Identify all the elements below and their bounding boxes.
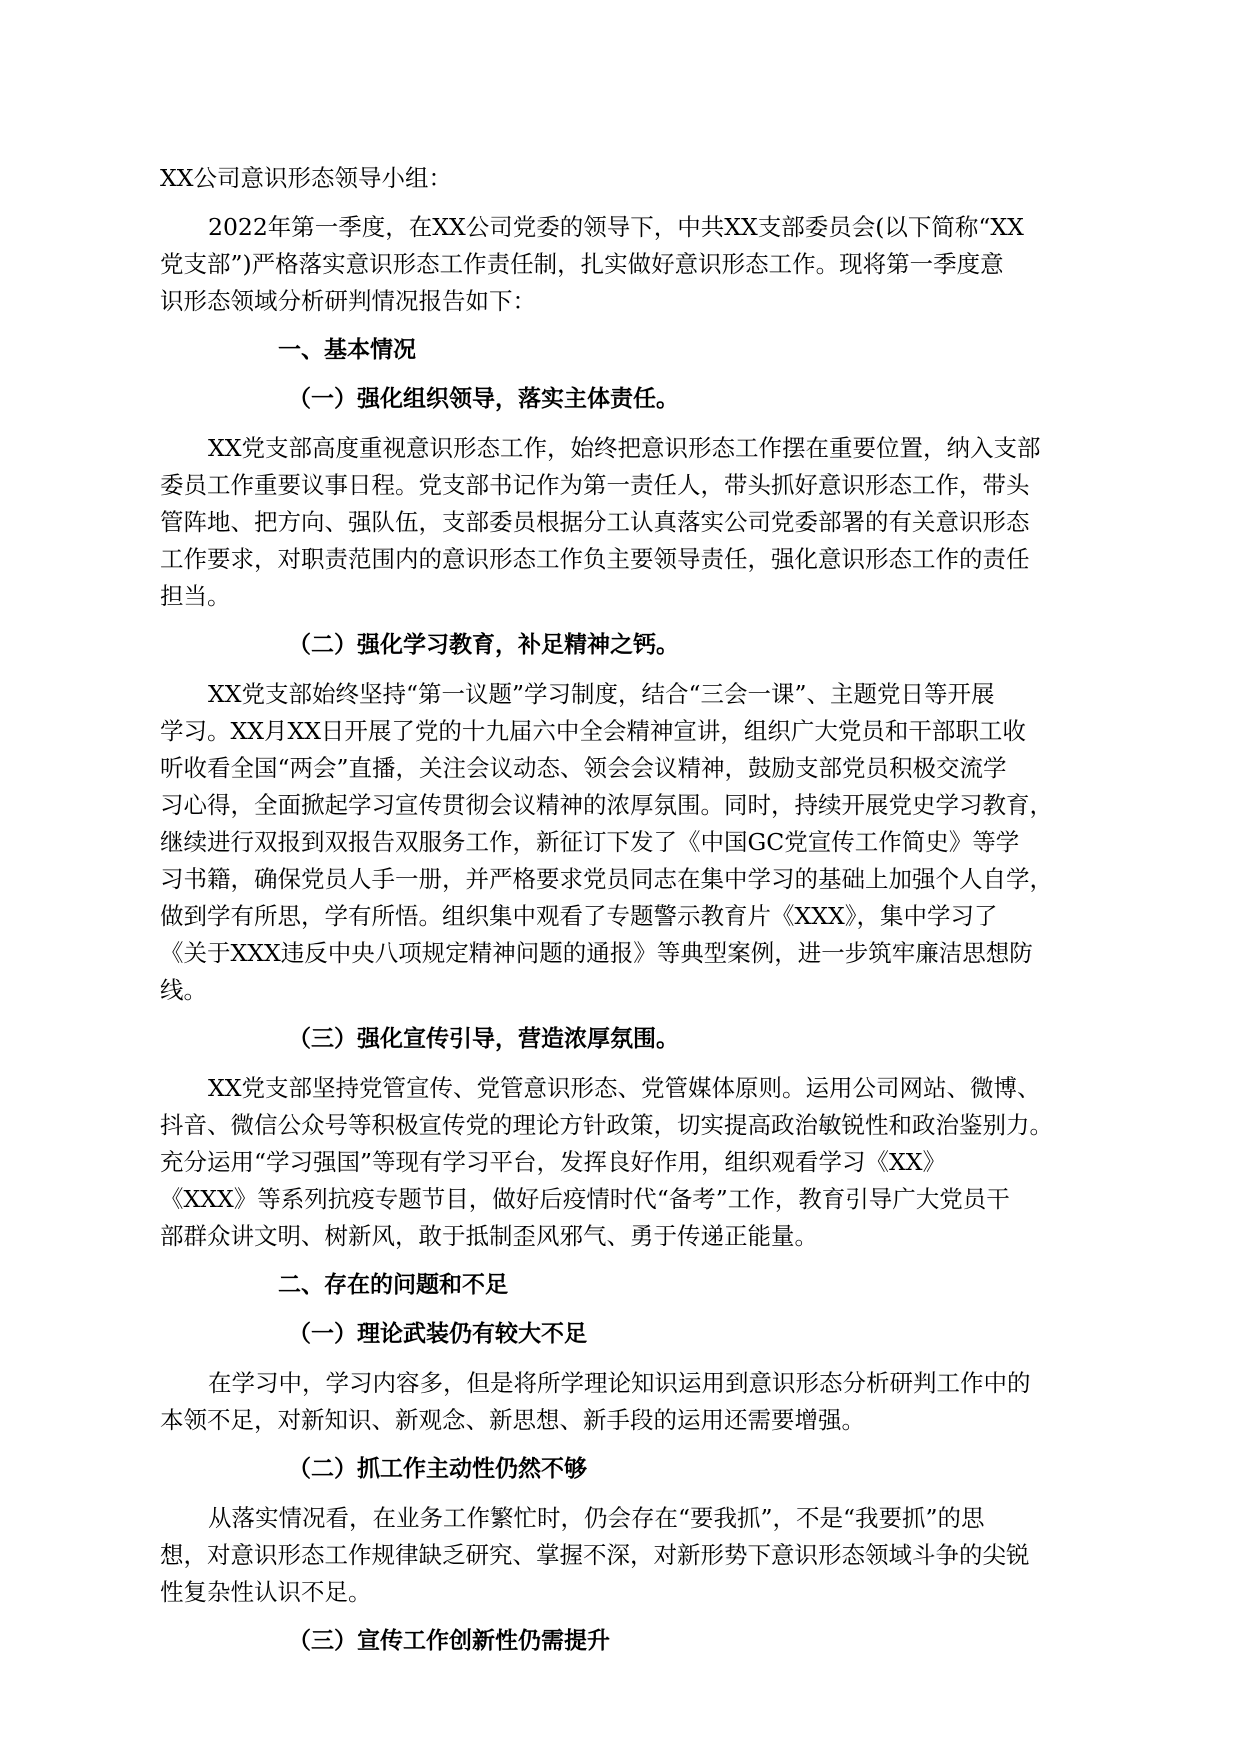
- body-paragraph: [160, 1500, 1085, 1611]
- body-line: 部群众讲文明、树新风，敢于抵制歪风邪气、勇于传递正能量。: [160, 1222, 818, 1250]
- body-line: 《XXX》等系列抗疫专题节目，做好后疫情时代“备考”工作，教育引导广大党员干: [160, 1185, 1010, 1213]
- subsection-heading: （三）宣传工作创新性仍需提升: [288, 1628, 610, 1654]
- intro-line: 2022年第一季度，在XX公司党委的领导下，中共XX支部委员会(以下简称“XX: [208, 213, 1024, 241]
- section-heading-basic: 一、基本情况: [278, 337, 416, 363]
- subsection-heading: （一）理论武装仍有较大不足: [288, 1321, 587, 1347]
- subsection-heading: （二）强化学习教育，补足精神之钙。: [288, 632, 679, 658]
- body-line: XX党支部高度重视意识形态工作，始终把意识形态工作摆在重要位置，纳入支部: [208, 434, 1041, 462]
- body-line: 继续进行双报到双报告双服务工作，新征订下发了《中国GC党宣传工作简史》等学: [160, 828, 1020, 856]
- body-line: 从落实情况看，在业务工作繁忙时，仍会存在“要我抓”，不是“我要抓”的思: [208, 1504, 985, 1532]
- intro-line: 党支部”)严格落实意识形态工作责任制，扎实做好意识形态工作。现将第一季度意: [160, 250, 1004, 278]
- body-line: 听收看全国“两会”直播，关注会议动态、领会会议精神，鼓励支部党员积极交流学: [160, 754, 1007, 782]
- body-line: 担当。: [160, 582, 231, 610]
- intro-paragraph: [160, 209, 1085, 320]
- subsection-heading: （二）抓工作主动性仍然不够: [288, 1456, 587, 1482]
- body-line: 在学习中，学习内容多，但是将所学理论知识运用到意识形态分析研判工作中的: [208, 1369, 1031, 1397]
- section-heading-problems: 二、存在的问题和不足: [278, 1272, 508, 1298]
- body-line: 委员工作重要议事日程。党支部书记作为第一责任人，带头抓好意识形态工作，带头: [160, 471, 1030, 499]
- body-paragraph: [160, 1365, 1085, 1439]
- intro-line: 识形态领域分析研判情况报告如下：: [160, 287, 536, 315]
- subsection-heading: （一）强化组织领导，落实主体责任。: [288, 386, 679, 412]
- body-paragraph: [160, 1070, 1085, 1255]
- body-line: 充分运用“学习强国”等现有学习平台，发挥良好作用，组织观看学习《XX》: [160, 1148, 946, 1176]
- body-line: 工作要求，对职责范围内的意识形态工作负主要领导责任，强化意识形态工作的责任: [160, 545, 1030, 573]
- body-line: 线。: [160, 976, 207, 1004]
- body-line: 学习。XX月XX日开展了党的十九届六中全会精神宣讲，组织广大党员和干部职工收: [160, 717, 1026, 745]
- body-line: XX党支部坚持党管宣传、党管意识形态、党管媒体原则。运用公司网站、微博、: [208, 1074, 1041, 1102]
- body-line: 管阵地、把方向、强队伍，支部委员根据分工认真落实公司党委部署的有关意识形态: [160, 508, 1030, 536]
- body-paragraph: [160, 430, 1085, 615]
- body-line: 习书籍，确保党员人手一册，并严格要求党员同志在集中学习的基础上加强个人自学，: [160, 865, 1053, 893]
- body-line: 想，对意识形态工作规律缺乏研究、掌握不深，对新形势下意识形态领域斗争的尖锐: [160, 1541, 1030, 1569]
- body-paragraph: [160, 676, 1085, 1009]
- body-line: 习心得，全面掀起学习宣传贯彻会议精神的浓厚氛围。同时，持续开展党史学习教育，: [160, 791, 1053, 819]
- body-line: 做到学有所思，学有所悟。组织集中观看了专题警示教育片《XXX》，集中学习了: [160, 902, 998, 930]
- body-line: 《关于XXX违反中央八项规定精神问题的通报》等典型案例，进一步筑牢廉洁思想防: [160, 939, 1033, 967]
- body-line: 本领不足，对新知识、新观念、新思想、新手段的运用还需要增强。: [160, 1406, 865, 1434]
- document-body: [160, 160, 1085, 1672]
- body-line: 性复杂性认识不足。: [160, 1578, 372, 1606]
- salutation: XX公司意识形态领导小组：: [160, 164, 452, 192]
- subsection-heading: （三）强化宣传引导，营造浓厚氛围。: [288, 1026, 679, 1052]
- body-line: XX党支部始终坚持“第一议题”学习制度，结合“三会一课”、主题党日等开展: [208, 680, 995, 708]
- body-line: 抖音、微信公众号等积极宣传党的理论方针政策，切实提高政治敏锐性和政治鉴别力。: [160, 1111, 1053, 1139]
